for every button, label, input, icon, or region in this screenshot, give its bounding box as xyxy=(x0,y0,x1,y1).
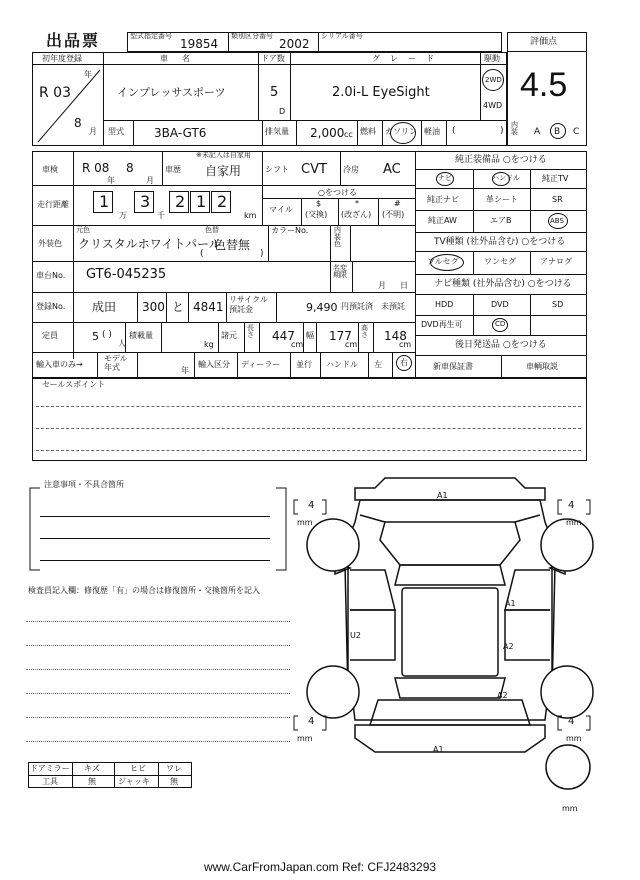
mile-label: マイル xyxy=(269,205,293,214)
mileage-digit-2: 3 xyxy=(140,192,151,211)
parallel-option: 並行 xyxy=(296,360,312,369)
color-label: 外装色 xyxy=(38,239,62,248)
tire-depth-rear-left: 4 xyxy=(308,716,315,727)
width-value: 177 xyxy=(329,329,352,343)
usage-value: 自家用 xyxy=(205,164,242,178)
usage-note: ※未記入は自家用 xyxy=(196,151,251,159)
model-year-label: モデル年式 xyxy=(104,354,128,372)
category-value: 2002 xyxy=(279,37,310,51)
capacity-value: 5 xyxy=(92,330,99,343)
recycle-amount: 9,490 xyxy=(306,301,338,314)
interior-label: 内装 xyxy=(511,121,518,136)
mileage-circle-note: ○をつける xyxy=(318,188,357,197)
fuel-label: 燃料 xyxy=(360,127,376,136)
mileage-digit-4: 1 xyxy=(196,192,207,211)
first-reg-divider xyxy=(36,66,102,144)
name-change-label: 名変期限 xyxy=(333,264,347,279)
interior-a: A xyxy=(534,127,541,137)
ac-label: 冷房 xyxy=(343,165,359,174)
load-label: 積載量 xyxy=(129,331,153,340)
drive-label: 駆動 xyxy=(484,54,500,63)
damage-mark-right-rear-door: A2 xyxy=(503,642,514,651)
handle-right: 右 xyxy=(400,358,408,367)
chassis-label: 車台No. xyxy=(36,271,66,280)
color-change-value: 色替無 xyxy=(214,238,251,252)
color-no-label: カラーNo. xyxy=(271,226,309,235)
capacity-label: 定員 xyxy=(42,331,58,340)
dealer-option: ディーラー xyxy=(241,360,281,369)
damage-mark-rear-bumper: A1 xyxy=(433,745,444,754)
fuel-value: ガソリン xyxy=(385,127,417,136)
model-designation-value: 19854 xyxy=(180,37,219,51)
handle-label: ハンドル xyxy=(326,360,358,369)
sales-point-box xyxy=(32,378,587,461)
door-type: D xyxy=(279,107,286,116)
displacement-label: 排気量 xyxy=(265,127,289,136)
shift-value: CVT xyxy=(301,162,327,177)
car-damage-diagram xyxy=(290,470,600,815)
mileage-label: 走行距離 xyxy=(37,200,69,209)
car-name-value: インプレッサスポーツ xyxy=(117,86,226,99)
damage-mark-right-rear-quarter: A2 xyxy=(497,691,508,700)
import-label: 輸入車のみ→ xyxy=(36,360,83,369)
recycle-no: 未預託 xyxy=(381,302,405,311)
plate-label: 登録No. xyxy=(36,302,66,311)
import-type-label: 輸入区分 xyxy=(198,360,230,369)
height-value: 148 xyxy=(384,329,407,343)
first-reg-era: R 03 xyxy=(39,85,71,101)
drive-4wd: 4WD xyxy=(483,101,503,110)
caution-label: 注意事項・不具合箇所 xyxy=(44,480,124,489)
recycle-label: リサイクル預託金 xyxy=(229,295,268,314)
handle-left: 左 xyxy=(374,360,382,369)
tire-depth-front-right: 4 xyxy=(568,500,575,511)
tamper-label: (改ざん) xyxy=(341,210,372,219)
length-label: 長さ xyxy=(247,324,254,339)
first-reg-label: 初年度登録 xyxy=(42,54,82,63)
model-code-label: 型式 xyxy=(108,127,124,136)
inspection-label: 車検 xyxy=(42,165,58,174)
inspector-label: 検査員記入欄：修復歴「有」の場合は修復箇所・交換箇所を記入 xyxy=(28,586,260,595)
length-value: 447 xyxy=(272,329,295,343)
dims-label: 諸元 xyxy=(221,331,237,340)
damage-mark-right-front-door: A1 xyxy=(505,599,516,608)
plate-kana: と xyxy=(172,300,185,314)
light-oil-label: 軽油 xyxy=(424,127,440,136)
height-label: 高さ xyxy=(361,324,368,339)
exchange-label: (交換) xyxy=(305,210,328,219)
usage-label: 車歴 xyxy=(165,165,181,174)
car-name-label: 車名 xyxy=(160,54,204,63)
navi-type-header: ナビ種類 (社外品含む) ○をつける xyxy=(434,279,572,289)
displacement-value: 2,000 xyxy=(310,126,345,140)
orig-color-label: 元色 xyxy=(76,226,90,234)
inspection-era: R 08 xyxy=(82,161,110,175)
score-label: 評価点 xyxy=(530,37,558,47)
mileage-digit-3: 2 xyxy=(175,192,186,211)
spare-tire-unit: mm xyxy=(562,804,578,813)
plate-class: 300 xyxy=(142,300,165,314)
model-designation-label: 型式指定番号 xyxy=(130,32,172,40)
shift-label: シフト xyxy=(265,165,289,174)
model-code-value: 3BA-GT6 xyxy=(154,126,207,140)
category-label: 類別区分番号 xyxy=(231,32,273,40)
drive-2wd: 2WD xyxy=(485,76,502,84)
grade-label: グレード xyxy=(372,54,444,63)
ac-value: AC xyxy=(383,162,401,177)
tire-depth-front-left: 4 xyxy=(308,500,315,511)
width-label: 幅 xyxy=(306,331,314,340)
doors-value: 5 xyxy=(270,85,279,100)
tire-depth-rear-right: 4 xyxy=(568,716,575,727)
sales-point-label: セールスポイント xyxy=(42,380,106,389)
oem-equipment-header: 純正装備品 ○をつける xyxy=(455,155,547,165)
mileage-digit-1: 1 xyxy=(99,192,110,211)
footer-reference: www.CarFromJapan.com Ref: CFJ2483293 xyxy=(203,860,437,874)
first-reg-month: 8 xyxy=(74,116,82,130)
plate-number: 4841 xyxy=(193,300,224,314)
plate-region: 成田 xyxy=(92,300,117,314)
inspection-month: 8 xyxy=(126,161,134,175)
unknown-label: (不明) xyxy=(382,210,405,219)
interior-b: B xyxy=(554,127,561,137)
color-code-label: 色替 xyxy=(205,226,219,234)
mileage-digit-5: 2 xyxy=(217,192,228,211)
chassis-value: GT6-045235 xyxy=(86,267,167,282)
damage-mark-left-rear-door: U2 xyxy=(350,631,361,640)
serial-label: シリアル番号 xyxy=(321,32,363,40)
score-value: 4.5 xyxy=(520,66,568,104)
sheet-title: 出品票 xyxy=(46,31,101,50)
interior-c: C xyxy=(573,127,580,137)
docs-header: 後日発送品 ○をつける xyxy=(455,340,547,350)
damage-mark-front-bumper: A1 xyxy=(437,491,448,500)
interior-color-label: 内装色 xyxy=(334,226,341,248)
color-value: クリスタルホワイトパール xyxy=(78,237,221,251)
grade-value: 2.0i-L EyeSight xyxy=(332,85,430,100)
doors-label: ドア数 xyxy=(261,54,285,63)
tv-type-header: TV種類 (社外品含む) ○をつける xyxy=(434,237,566,247)
